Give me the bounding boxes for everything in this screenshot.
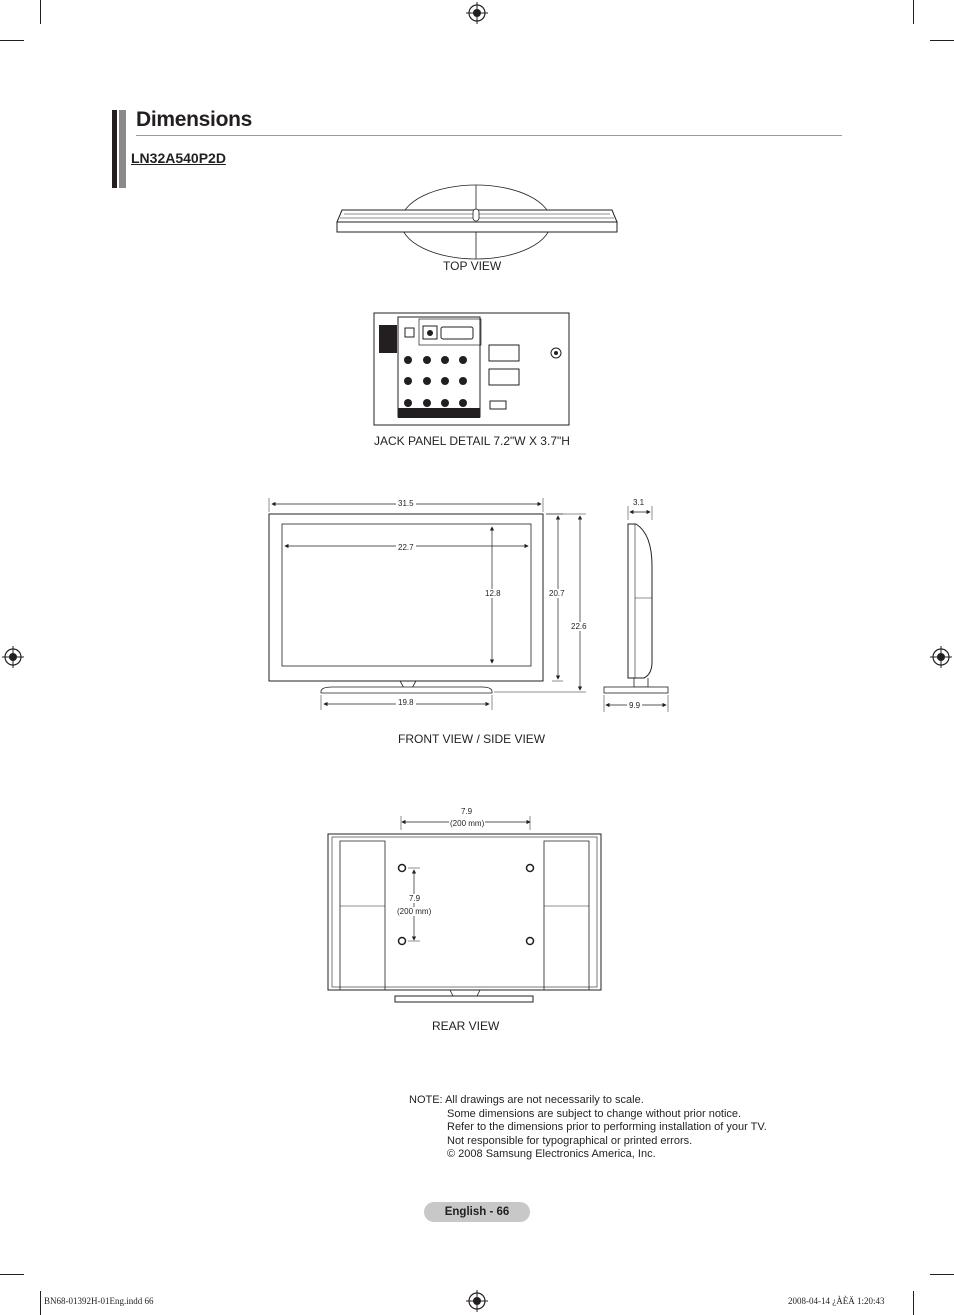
dim-depth: 3.1 xyxy=(633,498,645,507)
dim-stand-depth: 9.9 xyxy=(629,701,641,710)
crop-mark xyxy=(0,40,24,41)
front-side-view-caption: FRONT VIEW / SIDE VIEW xyxy=(398,732,546,746)
jack-panel-caption: JACK PANEL DETAIL 7.2"W X 3.7"H xyxy=(374,434,570,448)
top-view-caption: TOP VIEW xyxy=(443,259,502,273)
crop-mark xyxy=(930,1274,954,1275)
top-view-drawing xyxy=(330,180,625,260)
dim-vesa-vertical-mm: (200 mm) xyxy=(397,907,432,916)
crop-mark xyxy=(40,0,41,24)
dim-vesa-horizontal: 7.9 xyxy=(461,807,473,816)
note-label: NOTE: xyxy=(409,1094,443,1106)
registration-mark-icon xyxy=(466,2,488,24)
crop-mark xyxy=(0,1274,24,1275)
title-accent-bar xyxy=(112,110,117,188)
note-line: Refer to the dimensions prior to performing installation of your TV. xyxy=(447,1121,767,1134)
dim-screen-width: 22.7 xyxy=(398,543,414,552)
registration-mark-icon xyxy=(2,646,24,668)
note-line: © 2008 Samsung Electronics America, Inc. xyxy=(447,1148,656,1161)
title-divider xyxy=(136,135,842,136)
footer-timestamp: 2008-04-14 ¿ÀÈÄ 1:20:43 xyxy=(788,1296,885,1306)
rear-view-drawing xyxy=(322,808,608,1008)
rear-view-caption: REAR VIEW xyxy=(432,1019,500,1033)
note-line: Some dimensions are subject to change without prior notice. xyxy=(447,1107,742,1120)
note-line: Not responsible for typographical or printed errors. xyxy=(447,1134,693,1147)
dim-overall-width: 31.5 xyxy=(398,499,414,508)
dim-height-no-stand: 20.7 xyxy=(549,589,565,598)
note-line: NOTE: All drawings are not necessarily to scale. xyxy=(409,1094,644,1106)
dim-vesa-vertical: 7.9 xyxy=(409,894,421,903)
front-view-drawing xyxy=(262,494,592,714)
jack-panel-drawing xyxy=(372,311,572,429)
dim-height-with-stand: 22.6 xyxy=(571,622,587,631)
dim-vesa-horizontal-mm: (200 mm) xyxy=(450,819,485,828)
dim-screen-height: 12.8 xyxy=(485,589,501,598)
crop-mark xyxy=(913,1291,914,1315)
dim-stand-width: 19.8 xyxy=(398,698,414,707)
registration-mark-icon xyxy=(930,646,952,668)
page-number: English - 66 xyxy=(424,1202,530,1222)
side-view-drawing xyxy=(596,494,672,716)
crop-mark xyxy=(913,0,914,24)
crop-mark xyxy=(930,40,954,41)
page-title: Dimensions xyxy=(136,108,253,131)
registration-mark-icon xyxy=(466,1290,488,1312)
crop-mark xyxy=(40,1291,41,1315)
footer-file: BN68-01392H-01Eng.indd 66 xyxy=(44,1296,154,1306)
title-accent-bar xyxy=(119,110,126,188)
model-number: LN32A540P2D xyxy=(131,150,226,166)
note-block xyxy=(409,1094,767,1162)
